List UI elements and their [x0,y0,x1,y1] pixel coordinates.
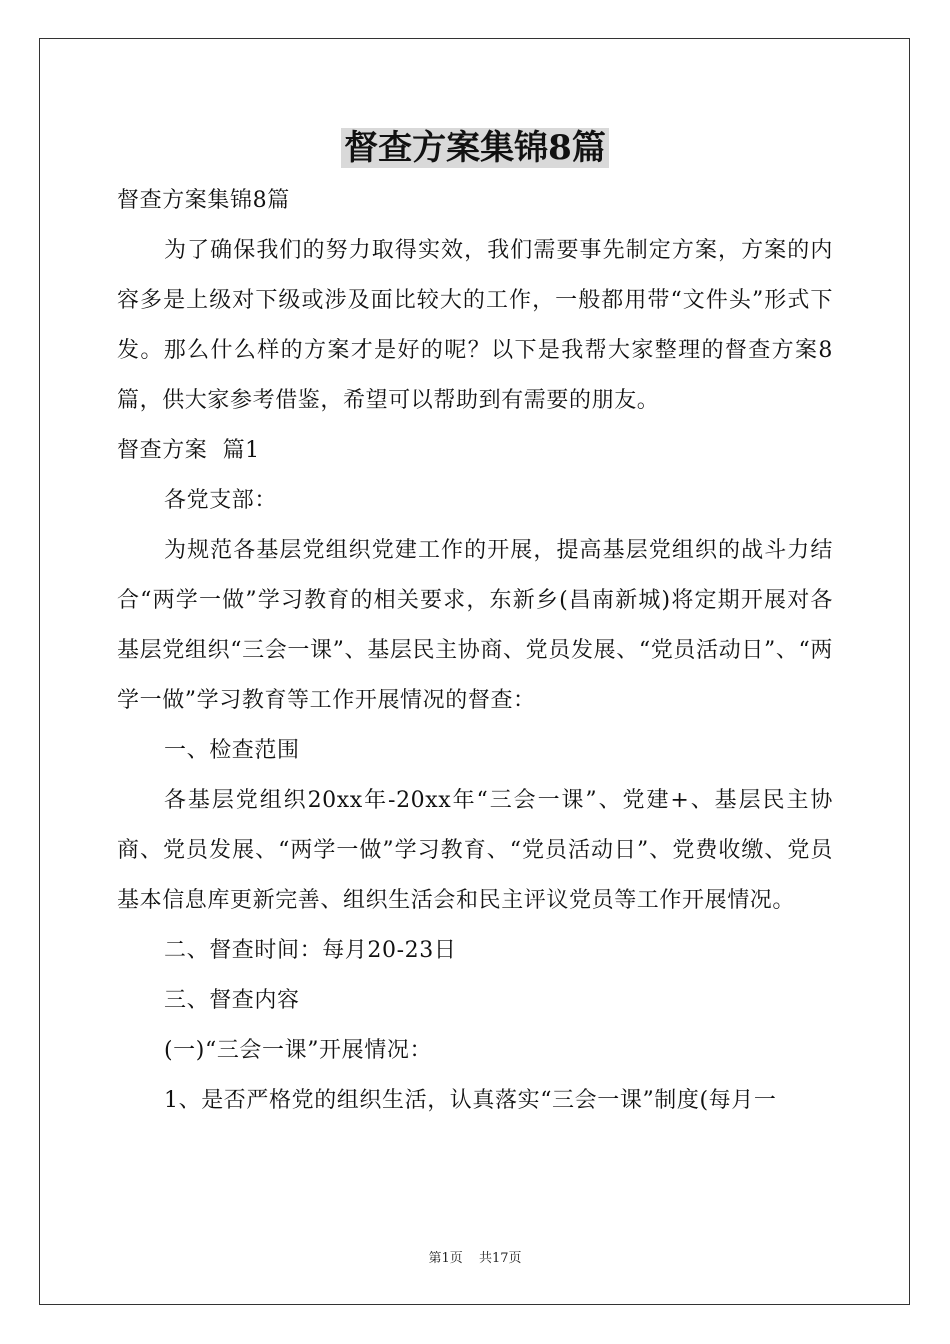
item2-heading: 二、督查时间：每月20-23日 [164,938,457,963]
item1-heading: 一、检查范围 [164,738,300,763]
document-title-wrap [0,128,950,168]
document-body [117,176,833,1126]
page-footer [0,1247,950,1266]
page-number: 第1页 [428,1251,463,1266]
body-paragraph: 为规范各基层党组织党建工作的开展，提高基层党组织的战斗力结合“两学一做”学习教育的相关要求，东新乡(昌南新城)将定期开展对各基层党组织“三会一课”、基层民主协商、党员发展、“党员活动日”、“两学一做”学习教育等工作开展情况的督查： [117,538,833,713]
item1-body: 各基层党组织20xx年-20xx年“三会一课”、党建+、基层民主协商、党员发展、“两学一做”学习教育、“党员活动日”、党费收缴、党员基本信息库更新完善、组织生活会和民主评议党员等工作开展情况。 [117,788,833,913]
sub1-item1: 1、是否严格党的组织生活，认真落实“三会一课”制度(每月一 [164,1088,777,1113]
section-heading: 督查方案 篇1 [117,438,260,463]
item3-heading: 三、督查内容 [164,988,300,1013]
salutation: 各党支部： [164,488,278,513]
intro-paragraph: 为了确保我们的努力取得实效，我们需要事先制定方案，方案的内容多是上级对下级或涉及面比较大的工作，一般都用带“文件头”形式下发。那么什么样的方案才是好的呢？以下是我帮大家整理的督查方案8篇，供大家参考借鉴，希望可以帮助到有需要的朋友。 [117,238,833,413]
page-total: 共17页 [478,1251,522,1266]
subtitle: 督查方案集锦8篇 [117,188,290,213]
document-title: 督查方案集锦8篇 [341,128,609,168]
sub1-heading: (一)“三会一课”开展情况： [164,1038,433,1063]
